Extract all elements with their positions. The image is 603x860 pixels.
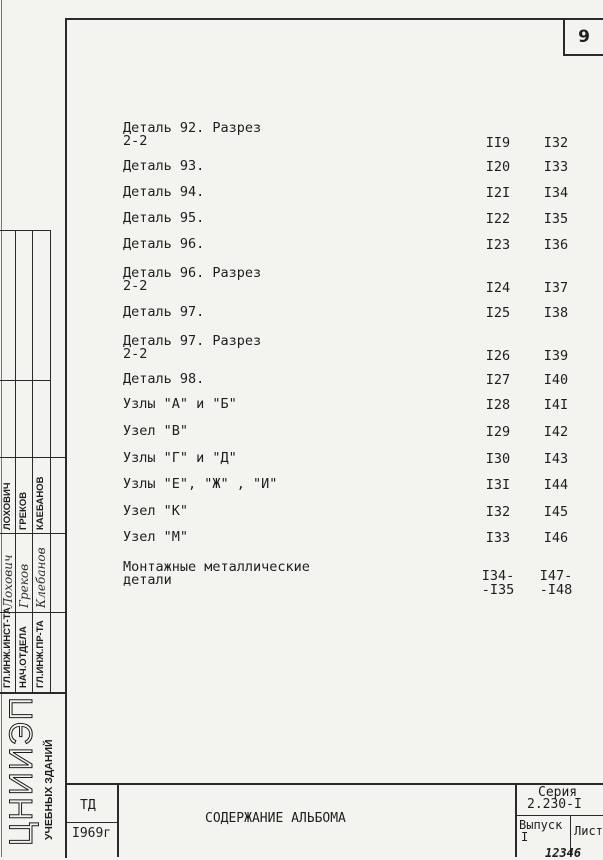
row-title: Монтажные металлические детали — [123, 559, 310, 588]
row-page-number: I45 — [543, 504, 569, 520]
row-sheet-number: I2I — [485, 185, 511, 201]
sheet-label: Лист — [574, 824, 603, 838]
issue-value: I — [521, 830, 529, 844]
row-page-number: I47- -I48 — [539, 568, 573, 598]
row-sheet-number: I25 — [485, 305, 511, 321]
row-sheet-number: I32 — [485, 504, 511, 520]
row-title: Деталь 97. — [123, 304, 205, 320]
frame-left-line — [65, 18, 67, 858]
row-sheet-number: II9 — [485, 135, 511, 151]
stamp-number: 12346 — [545, 846, 582, 860]
name-1: ЛОХОВИЧ — [2, 482, 13, 530]
row-sheet-number: I20 — [485, 159, 511, 175]
row-sheet-number: I24 — [485, 280, 511, 296]
page-number: 9 — [563, 20, 603, 56]
row-page-number: I33 — [543, 159, 569, 175]
row-page-number: I34 — [543, 185, 569, 201]
row-page-number: I4I — [543, 397, 569, 413]
row-title: Узлы "А" и "Б" — [123, 396, 237, 412]
signature-1: Лохович — [1, 554, 15, 608]
row-sheet-number: I23 — [485, 237, 511, 253]
role-2: НАЧ.ОТДЕЛА — [18, 626, 29, 688]
row-title: Узел "В" — [123, 423, 189, 439]
binding-line — [1, 0, 2, 857]
row-title: Деталь 93. — [123, 158, 205, 174]
series-label: Серия — [538, 785, 578, 800]
row-title: Деталь 97. Разрез 2-2 — [123, 333, 262, 362]
row-title: Узлы "Е", "Ж" , "И" — [123, 476, 278, 492]
row-sheet-number: I30 — [485, 451, 511, 467]
signature-3: Клебанов — [34, 547, 48, 608]
organization-subtitle: УЧЕБНЫХ ЗДАНИЙ — [43, 739, 55, 840]
row-sheet-number: I27 — [485, 372, 511, 388]
row-title: Деталь 96. Разрез 2-2 — [123, 265, 262, 294]
frame-top-line — [65, 18, 603, 20]
issue-label: Выпуск — [519, 818, 563, 832]
series-value: 2.230-I — [527, 797, 582, 812]
row-title: Узел "К" — [123, 503, 189, 519]
row-title: Деталь 96. — [123, 236, 205, 252]
row-title: Узел "М" — [123, 529, 189, 545]
row-page-number: I38 — [543, 305, 569, 321]
row-page-number: I36 — [543, 237, 569, 253]
name-3: КАЕБАНОВ — [35, 476, 46, 530]
row-sheet-number: I29 — [485, 424, 511, 440]
row-sheet-number: I33 — [485, 530, 511, 546]
row-sheet-number: I34- -I35 — [481, 568, 515, 598]
row-page-number: I32 — [543, 135, 569, 151]
row-page-number: I39 — [543, 348, 569, 364]
row-title: Деталь 94. — [123, 184, 205, 200]
row-page-number: I40 — [543, 372, 569, 388]
row-sheet-number: I28 — [485, 397, 511, 413]
row-title: Деталь 92. Разрез 2-2 — [123, 120, 262, 149]
row-sheet-number: I3I — [485, 477, 511, 493]
role-3: ГЛ.ИНЖ.ПР-ТА — [35, 620, 46, 688]
row-sheet-number: I22 — [485, 211, 511, 227]
row-title: Узлы "Г" и "Д" — [123, 450, 237, 466]
row-title: Деталь 95. — [123, 210, 205, 226]
doc-title: СОДЕРЖАНИЕ АЛЬБОМА — [205, 811, 346, 826]
row-page-number: I46 — [543, 530, 569, 546]
organization-name: ЦНИИЭП — [3, 695, 39, 846]
role-1: ГЛ.ИНЖ.ИНСТ-ТА — [2, 607, 13, 688]
doc-year: I969г — [72, 826, 112, 841]
row-page-number: I43 — [543, 451, 569, 467]
row-title: Деталь 98. — [123, 371, 205, 387]
row-page-number: I37 — [543, 280, 569, 296]
row-page-number: I44 — [543, 477, 569, 493]
row-page-number: I35 — [543, 211, 569, 227]
row-page-number: I42 — [543, 424, 569, 440]
row-sheet-number: I26 — [485, 348, 511, 364]
doc-code: ТД — [80, 798, 96, 813]
signature-2: Греков — [17, 563, 31, 608]
name-2: ГРЕКОВ — [18, 491, 29, 530]
